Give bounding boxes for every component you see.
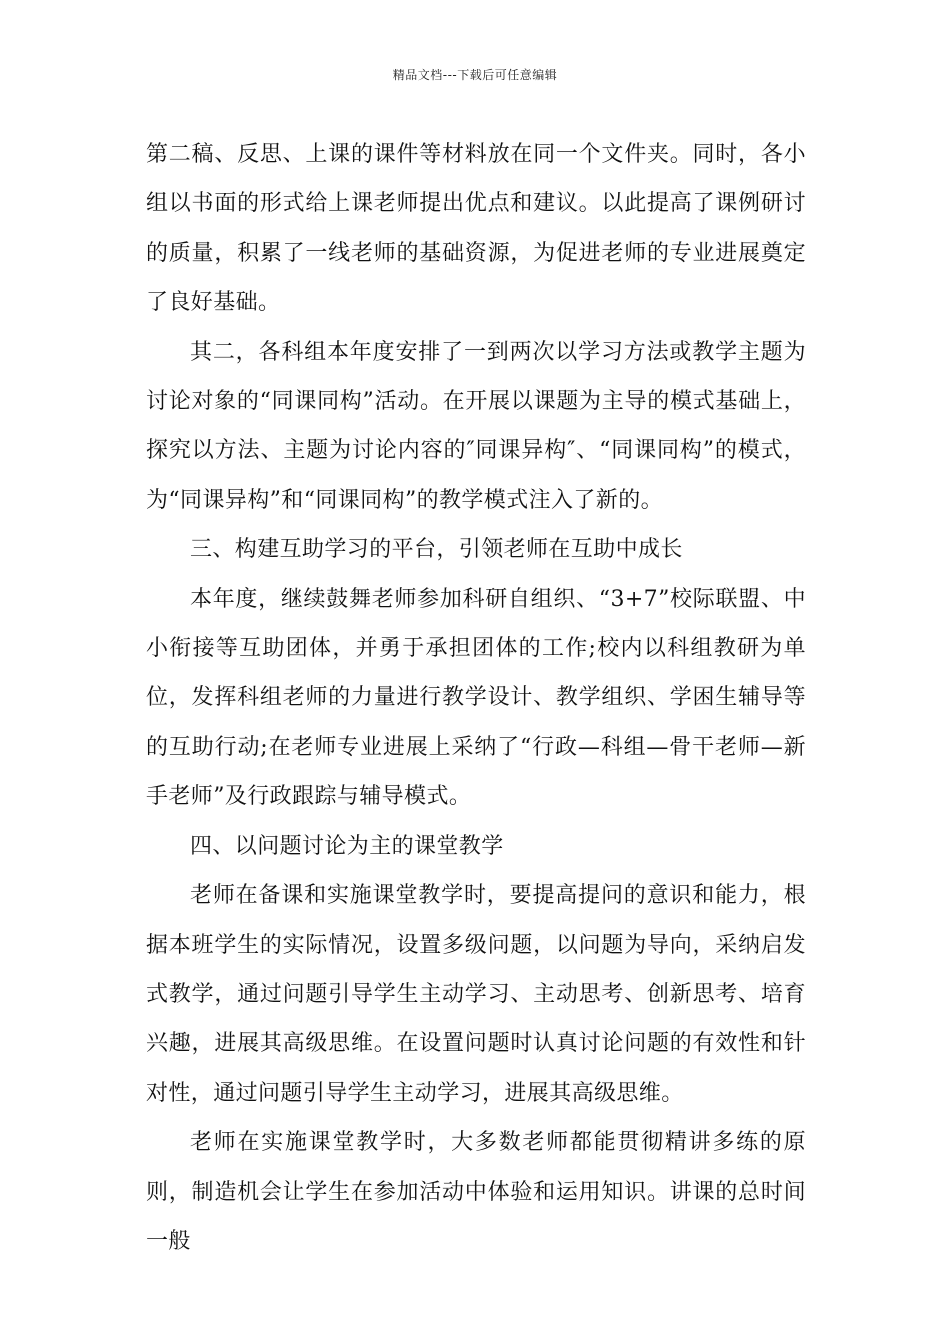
body-paragraph: 其二，各科组本年度安排了一到两次以学习方法或教学主题为讨论对象的“同课同构”活动。在开展以课题为主导的模式基础上，探究以方法、主题为讨论内容的″同课异构″、“同课同构”的模式，为“同课异构”和“同课同构”的教学模式注入了新的。	[146, 339, 806, 513]
body-paragraph: 老师在备课和实施课堂教学时，要提高提问的意识和能力，根据本班学生的实际情况，设置多级问题，以问题为导向，采纳启发式教学，通过问题引导学生主动学习、主动思考、创新思考、培育兴趣，进展其高级思维。在设置问题时认真讨论问题的有效性和针对性，通过问题引导学生主动学习，进展其高级思维。	[146, 883, 806, 1106]
section-heading: 三、构建互助学习的平台，引领老师在互助中成长	[190, 537, 683, 563]
page-header: 精品文档---下载后可任意编辑	[392, 68, 558, 82]
document-body	[146, 130, 806, 1266]
body-paragraph: 第二稿、反思、上课的课件等材料放在同一个文件夹。同时，各小组以书面的形式给上课老师提出优点和建议。以此提高了课例研讨的质量，积累了一线老师的基础资源，为促进老师的专业进展奠定了良好基础。	[146, 142, 806, 316]
body-paragraph: 本年度，继续鼓舞老师参加科研自组织、“3+7”校际联盟、中小衔接等互助团体，并勇于承担团体的工作;校内以科组教研为单位，发挥科组老师的力量进行教学设计、教学组织、学困生辅导等的互助行动;在老师专业进展上采纳了“行政—科组—骨干老师—新手老师”及行政跟踪与辅导模式。	[146, 586, 806, 810]
body-paragraph: 老师在实施课堂教学时，大多数老师都能贯彻精讲多练的原则，制造机会让学生在参加活动中体验和运用知识。讲课的总时间一般	[146, 1130, 806, 1254]
section-heading: 四、以问题讨论为主的课堂教学	[190, 833, 504, 859]
